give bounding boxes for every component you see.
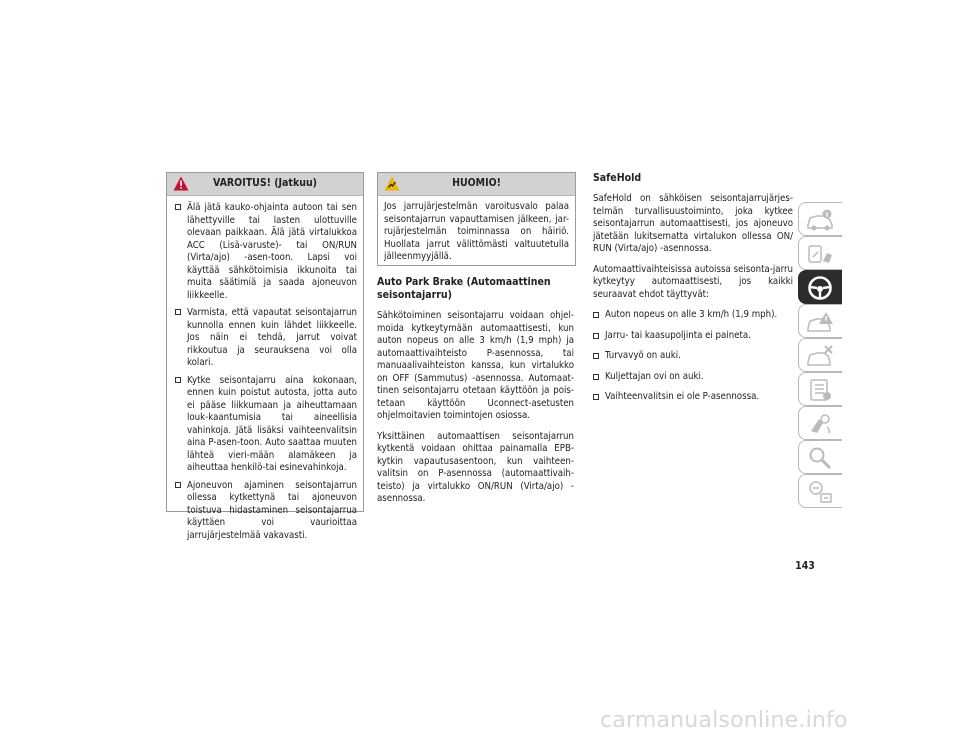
tab-specifications[interactable] bbox=[798, 372, 842, 406]
warning-item bbox=[175, 202, 357, 302]
languages-icon bbox=[805, 479, 835, 505]
warning-item bbox=[175, 375, 357, 475]
notice-title: HUOMIO! bbox=[452, 177, 501, 189]
condition-text: Auton nopeus on alle 3 km/h (1,9 mph). bbox=[605, 309, 778, 320]
auto-park-brake-paragraph: Sähkötoiminen seisontajarru voidaan ohjel-moida kytkeytymään automaattisesti, kun auton nopeus on alle 3 km/h (1,9 mph) ja automaattivaihteisto P-asennossa, tai manuaalivaihteiston kanssa, kun virtalukko on OFF (Sammutus) -asennossa. Automaat-tinen seisontajarru otetaan käyttöön ja pois-tetaan käyttöön Uconnect-asetusten ohjelmoitavien toimintojen osiossa. bbox=[377, 310, 574, 421]
tab-driving[interactable] bbox=[798, 270, 842, 304]
condition-text: Vaihteenvalitsin ei ole P-asennossa. bbox=[605, 391, 760, 402]
warning-item bbox=[175, 480, 357, 543]
warning-list bbox=[167, 196, 363, 542]
tab-servicing[interactable] bbox=[798, 338, 842, 372]
warning-box bbox=[166, 172, 364, 541]
safehold-section bbox=[593, 172, 793, 412]
tab-languages[interactable] bbox=[798, 474, 842, 508]
condition-text: Jarru- tai kaasupoljinta ei paineta. bbox=[605, 329, 751, 341]
safehold-paragraph: SafeHold on sähköisen seisontajarrujärjes-telmän turvallisuustoiminto, joka kytkee seisontajarrun automaattisesti, jos ajoneuvo jätetään lukitsematta virtalukon ollessa ON/ RUN (Virta/ajo) -asennossa. bbox=[593, 193, 793, 254]
steering-wheel-icon bbox=[805, 275, 835, 301]
warning-item bbox=[175, 307, 357, 370]
bullet-square-icon bbox=[175, 482, 181, 488]
safehold-conditions-list bbox=[593, 309, 793, 404]
bullet-square-icon bbox=[593, 374, 599, 380]
safehold-paragraph: Automaattivaihteisissa autoissa seisonta-jarru kytkeytyy automaattisesti, jos kaikki seuraavat ehdot täyttyvät: bbox=[593, 263, 793, 300]
auto-park-brake-paragraph: Yksittäinen automaattisen seisontajarrun kytkentä voidaan ohittaa painamalla EPB-kytkin vapautusasentoon, kun vaihteen-valitsin on P-asennossa (automaattivaih-teisto) ja virtalukko ON/RUN (Virta/ajo) -asennossa. bbox=[377, 430, 574, 504]
multimedia-icon bbox=[805, 411, 835, 437]
bullet-square-icon bbox=[175, 204, 181, 210]
car-warning-icon bbox=[805, 309, 835, 335]
warning-header bbox=[167, 173, 363, 196]
car-info-icon bbox=[805, 207, 835, 233]
notice-text: Jos jarrujärjestelmän varoitusvalo palaa seisontajarrun vapauttamisen jälkeen, jar-rujärjestelmän toiminnassa on häiriö. Huollata jarrut välittömästi valtuutetulla jälleenmyyjällä. bbox=[384, 201, 569, 262]
page-number: 143 bbox=[795, 560, 815, 572]
tab-keys-and-locks[interactable] bbox=[798, 236, 842, 270]
warning-title: VAROITUS! (Jatkuu) bbox=[212, 177, 317, 189]
warning-item-text: Kytke seisontajarru aina kokonaan, ennen kuin poistut autosta, jotta auto ei pääse liikkumaan ja aiheuttamaan louk-kaantumisia tai aineellisia vahinkoja. Jätä lisäksi vaihteenvalitsin aina P-asen-toon. Auto saattaa muuten lähteä vieri-mään alamäkeen ja aiheuttaa henkilö-tai esinevahinkoja. bbox=[187, 374, 357, 473]
warning-item-text: Älä jätä kauko-ohjainta autoon tai sen lähettyville tai lasten ulottuville olevaan paikkaan. Älä jätä virtalukkoa ACC (Lisä-varuste)- tai ON/RUN (Virta/ajo) -asen-toon. Lapsi voi käyttää sähkötoimisia ikkunoita tai muita säätimiä ja saada ajoneuvon liikkeelle. bbox=[187, 202, 357, 301]
bullet-square-icon bbox=[175, 309, 181, 315]
notice-header bbox=[378, 173, 575, 196]
condition-item bbox=[593, 350, 793, 363]
safehold-heading: SafeHold bbox=[593, 172, 642, 184]
auto-park-brake-heading: Auto Park Brake (Automaattinen seisontajarru) bbox=[377, 276, 551, 301]
bullet-square-icon bbox=[593, 312, 599, 318]
condition-text: Kuljettajan ovi on auki. bbox=[605, 370, 704, 382]
magnifier-icon bbox=[805, 445, 835, 471]
tab-getting-to-know-vehicle[interactable] bbox=[798, 202, 842, 236]
bullet-square-icon bbox=[593, 353, 599, 359]
notice-box bbox=[377, 172, 576, 266]
tab-safety[interactable] bbox=[798, 304, 842, 338]
car-key-icon bbox=[805, 241, 835, 267]
condition-item bbox=[593, 391, 793, 404]
watermark: carmanualsonline.info bbox=[600, 708, 848, 733]
condition-text: Turvavyö on auki. bbox=[605, 350, 681, 361]
bullet-square-icon bbox=[593, 394, 599, 400]
condition-item bbox=[593, 309, 793, 322]
tab-multimedia[interactable] bbox=[798, 406, 842, 440]
bullet-square-icon bbox=[593, 333, 599, 339]
tab-index[interactable] bbox=[798, 440, 842, 474]
condition-item bbox=[593, 330, 793, 343]
condition-item bbox=[593, 371, 793, 384]
chapter-tabs bbox=[798, 202, 842, 508]
warning-item-text: Varmista, että vapautat seisontajarrun kunnolla ennen kuin lähdet liikkeelle. Jos näin ei tehdä, jarrut voivat rikkoutua ja seurauksena voi olla kolari. bbox=[187, 307, 357, 368]
car-service-icon bbox=[805, 343, 835, 369]
warning-item-text: Ajoneuvon ajaminen seisontajarrun ollessa kytkettynä tai ajoneuvon toistuva hidastaminen seisontajarrua käyttäen voi vaurioittaa jarrujärjestelmää vakavasti. bbox=[187, 479, 357, 541]
bullet-square-icon bbox=[175, 377, 181, 383]
auto-park-brake-section bbox=[377, 276, 574, 514]
specifications-list-icon bbox=[805, 377, 835, 403]
